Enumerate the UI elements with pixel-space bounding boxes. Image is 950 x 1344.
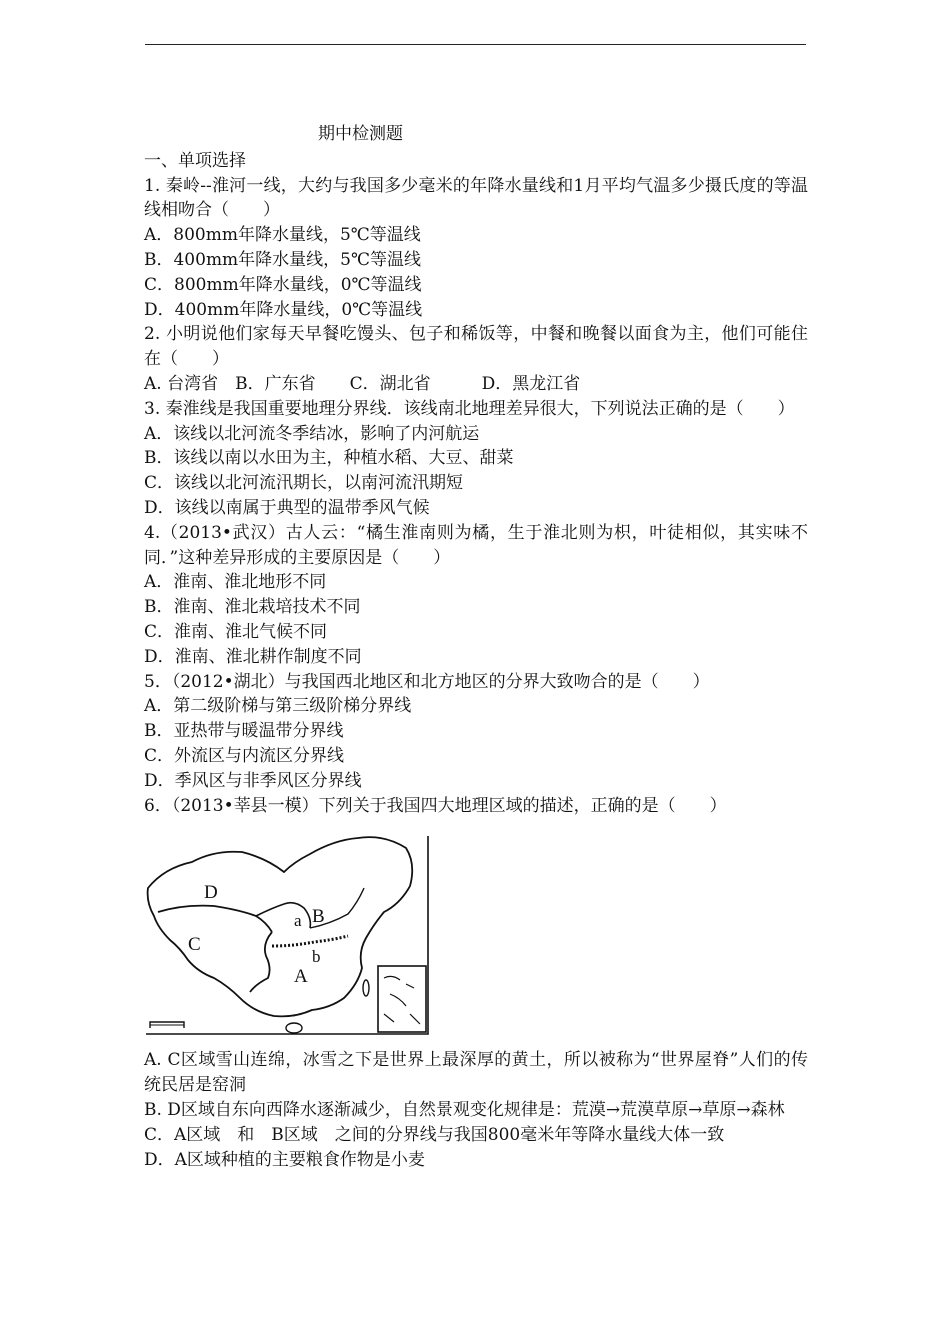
question-5-stem: 5．（2012•湖北）与我国西北地区和北方地区的分界大致吻合的是（ ） bbox=[144, 671, 710, 692]
question-6-option-a: A. C区域雪山连绵，冰雪之下是世界上最深厚的黄土，所以被称为“世界屋脊”人们的传统民居是窑洞 bbox=[144, 1050, 808, 1096]
map-label-c: C bbox=[188, 934, 201, 956]
map-label-b: B bbox=[312, 906, 325, 928]
question-3-option-a: A．该线以北河流冬季结冰，影响了内河航运 bbox=[144, 423, 480, 444]
question-4-option-d: D．淮南、淮北耕作制度不同 bbox=[144, 646, 362, 667]
question-4-option-c: C．淮南、淮北气候不同 bbox=[144, 621, 328, 642]
question-3-option-d: D．该线以南属于典型的温带季风气候 bbox=[144, 497, 430, 518]
china-regions-map bbox=[144, 828, 430, 1036]
question-6-option-b: B. D区域自东向西降水逐渐减少，自然景观变化规律是：荒漠→荒漠草原→草原→森林 bbox=[144, 1099, 785, 1120]
question-5-option-a: A．第二级阶梯与第三级阶梯分界线 bbox=[144, 696, 412, 717]
question-3-option-c: C．该线以北河流汛期长，以南河流汛期短 bbox=[144, 473, 464, 494]
map-label-b-line: b bbox=[312, 947, 321, 967]
question-1-stem: 1. 秦岭--淮河一线，大约与我国多少毫米的年降水量线和1月平均气温多少摄氏度的等温线相吻合（ ） bbox=[144, 175, 808, 221]
question-1-option-a: A．800mm年降水量线，5℃等温线 bbox=[144, 225, 421, 246]
question-5-option-b: B．亚热带与暖温带分界线 bbox=[144, 721, 344, 742]
map-label-a: A bbox=[294, 966, 308, 988]
map-graphic bbox=[144, 828, 430, 1036]
question-2-options: A. 台湾省 B．广东省 C．湖北省 D．黑龙江省 bbox=[144, 373, 581, 394]
header-rule bbox=[145, 44, 806, 45]
document-body bbox=[144, 122, 808, 1172]
question-1-option-b: B．400mm年降水量线，5℃等温线 bbox=[144, 249, 422, 270]
question-6-option-d: D．A区域种植的主要粮食作物是小麦 bbox=[144, 1149, 425, 1170]
question-6-option-c: C．A区域 和 B区域 之间的分界线与我国800毫米年等降水量线大体一致 bbox=[144, 1124, 725, 1145]
question-1-option-d: D．400mm年降水量线，0℃等温线 bbox=[144, 299, 423, 320]
question-3-option-b: B．该线以南以水田为主，种植水稻、大豆、甜菜 bbox=[144, 448, 514, 469]
question-5-option-c: C．外流区与内流区分界线 bbox=[144, 745, 345, 766]
map-label-d: D bbox=[204, 882, 218, 904]
question-1-option-c: C．800mm年降水量线，0℃等温线 bbox=[144, 274, 422, 295]
question-2-stem: 2. 小明说他们家每天早餐吃馒头、包子和稀饭等，中餐和晚餐以面食为主，他们可能住在（ ） bbox=[144, 324, 808, 370]
question-4-stem: 4.（2013•武汉）古人云：“橘生淮南则为橘，生于淮北则为枳，叶徒相似，其实味不同．”这种差异形成的主要原因是（ ） bbox=[144, 522, 808, 568]
map-label-a-line: a bbox=[294, 911, 302, 931]
question-4-option-a: A．淮南、淮北地形不同 bbox=[144, 572, 327, 593]
section-heading: 一、单项选择 bbox=[144, 150, 246, 171]
page-title: 期中检测题 bbox=[318, 124, 403, 144]
question-6-stem: 6．（2013•莘县一模）下列关于我国四大地理区域的描述，正确的是（ ） bbox=[144, 795, 727, 816]
question-3-stem: 3. 秦淮线是我国重要地理分界线．该线南北地理差异很大，下列说法正确的是（ ） bbox=[144, 398, 795, 419]
question-4-option-b: B．淮南、淮北栽培技术不同 bbox=[144, 597, 361, 618]
question-5-option-d: D．季风区与非季风区分界线 bbox=[144, 770, 362, 791]
